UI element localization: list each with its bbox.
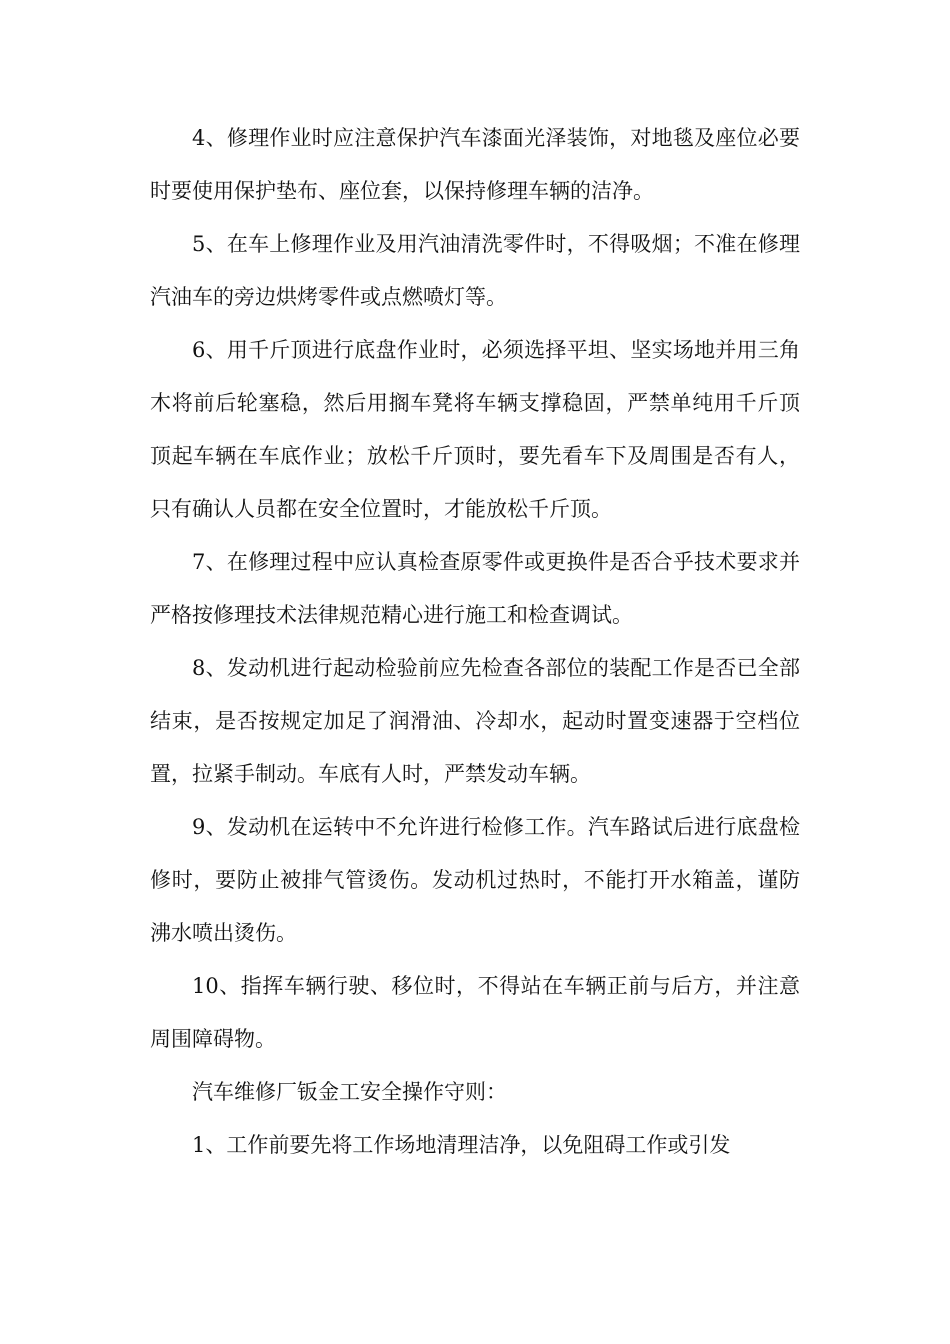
- section-heading: 汽车维修厂钣金工安全操作守则：: [192, 1080, 507, 1104]
- paragraph-item-5: 5、在车上修理作业及用汽油清洗零件时，不得吸烟；不准在修理汽油车的旁边烘烤零件或点燃喷灯等。: [150, 232, 800, 309]
- paragraph-item-9: 9、发动机在运转中不允许进行检修工作。汽车路试后进行底盘检修时，要防止被排气管烫伤。发动机过热时，不能打开水箱盖，谨防沸水喷出烫伤。: [150, 815, 800, 945]
- paragraph-item-1: 1、工作前要先将工作场地清理洁净，以免阻碍工作或引发: [192, 1133, 731, 1157]
- paragraph-item-4: 4、修理作业时应注意保护汽车漆面光泽装饰，对地毯及座位必要时要使用保护垫布、座位套，以保持修理车辆的洁净。: [150, 126, 800, 203]
- paragraph-item-6: 6、用千斤顶进行底盘作业时，必须选择平坦、坚实场地并用三角木将前后轮塞稳，然后用搁车凳将车辆支撑稳固，严禁单纯用千斤顶顶起车辆在车底作业；放松千斤顶时，要先看车下及周围是否有人，只有确认人员都在安全位置时，才能放松千斤顶。: [150, 338, 800, 521]
- paragraph-item-8: 8、发动机进行起动检验前应先检查各部位的装配工作是否已全部结束，是否按规定加足了润滑油、冷却水，起动时置变速器于空档位置，拉紧手制动。车底有人时，严禁发动车辆。: [150, 656, 800, 786]
- paragraph-item-10: 10、指挥车辆行驶、移位时，不得站在车辆正前与后方，并注意周围障碍物。: [150, 974, 800, 1051]
- document-body: [150, 112, 800, 1172]
- paragraph-item-7: 7、在修理过程中应认真检查原零件或更换件是否合乎技术要求并严格按修理技术法律规范精心进行施工和检查调试。: [150, 550, 800, 627]
